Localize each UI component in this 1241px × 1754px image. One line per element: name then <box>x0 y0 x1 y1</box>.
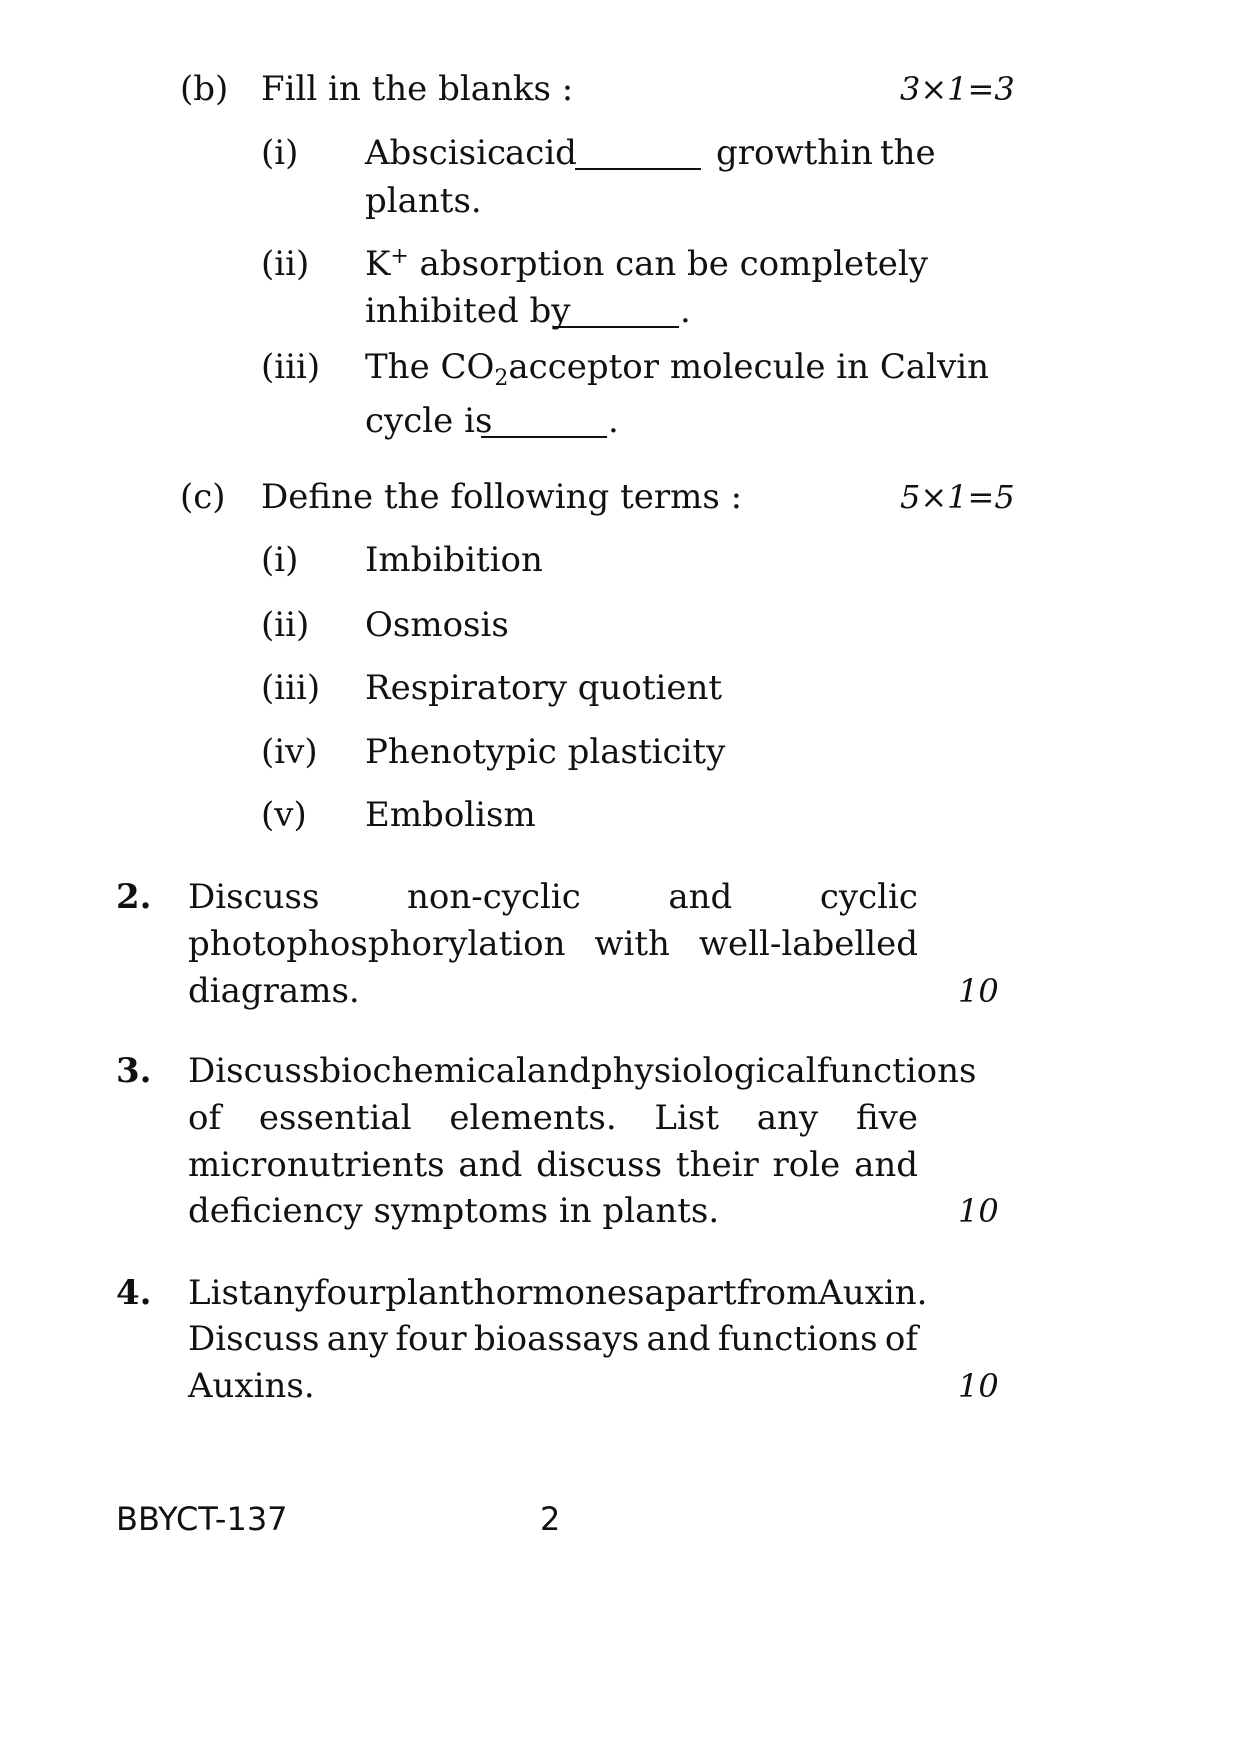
blank-question-line: Abscisic <box>365 133 507 173</box>
term: Embolism <box>365 795 536 835</box>
item-number: (i) <box>261 540 299 580</box>
page-number: 2 <box>540 1500 561 1538</box>
word: in <box>840 133 873 173</box>
word: growth <box>716 133 840 173</box>
fill-in-blank <box>575 142 701 170</box>
section-b-label: (b) <box>180 69 229 109</box>
item-number: (ii) <box>261 605 310 645</box>
question-marks: 10 <box>958 1367 999 1405</box>
question-marks: 10 <box>958 1192 999 1230</box>
item-number: (i) <box>261 133 299 173</box>
fill-in-blank <box>553 300 679 328</box>
question-line: Auxins. <box>188 1366 315 1406</box>
item-text-continuation: plants. <box>365 181 482 221</box>
term: Phenotypic plasticity <box>365 732 726 772</box>
item-number: (iii) <box>261 347 321 387</box>
term: Osmosis <box>365 605 509 645</box>
section-b-marks: 3×1=3 <box>900 70 1015 108</box>
paper-code: BBYCT-137 <box>116 1500 288 1538</box>
item-text-continuation: inhibited by <box>365 291 571 331</box>
word: the <box>880 133 936 173</box>
fill-in-blank <box>481 410 607 438</box>
question-line: Discuss non-cyclic and cyclic <box>188 877 918 917</box>
item-number: (ii) <box>261 244 310 284</box>
question-line: of essential elements. List any five <box>188 1098 918 1138</box>
term: Imbibition <box>365 540 543 580</box>
period: . <box>608 401 619 441</box>
blank-question-line: K+ absorption can be completely <box>365 244 928 284</box>
period: . <box>680 291 691 331</box>
question-line: deficiency symptoms in plants. <box>188 1191 720 1231</box>
question-number: 3. <box>116 1051 152 1091</box>
blank-question-line: The $CO_2$ acceptor molecule in Calvin <box>365 347 990 391</box>
question-marks: 10 <box>958 972 999 1010</box>
question-line: diagrams. <box>188 971 360 1011</box>
item-number: (v) <box>261 795 307 835</box>
question-number: 4. <box>116 1273 152 1313</box>
word: acid <box>505 133 577 173</box>
question-line: micronutrients and discuss their role and <box>188 1145 918 1185</box>
question-line: Discuss any four bioassays and functions of <box>188 1319 918 1359</box>
item-text-continuation: cycle is <box>365 401 493 441</box>
section-c-marks: 5×1=5 <box>900 478 1015 516</box>
section-c-heading: Define the following terms : <box>261 477 743 517</box>
item-number: (iv) <box>261 732 318 772</box>
question-line: List any four plant hormones apart from Auxin. <box>188 1273 928 1313</box>
term: Respiratory quotient <box>365 668 723 708</box>
question-line: Discuss biochemical and physiological functions <box>188 1051 977 1091</box>
item-number: (iii) <box>261 668 321 708</box>
question-line: photophosphorylation with well-labelled <box>188 924 918 964</box>
section-b-heading: Fill in the blanks : <box>261 69 574 109</box>
section-c-label: (c) <box>180 477 226 517</box>
question-number: 2. <box>116 877 152 917</box>
